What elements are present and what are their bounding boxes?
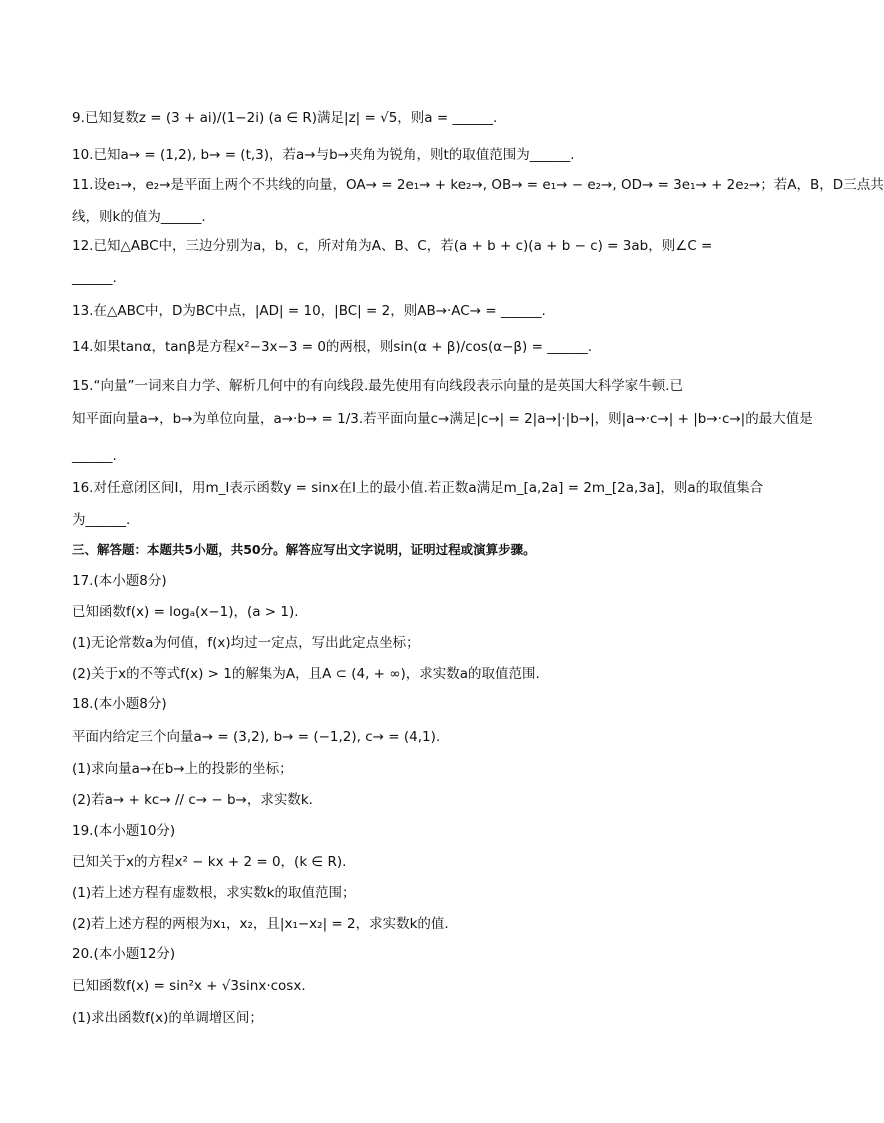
question-10: 10.已知a→ = (1,2), b→ = (t,3)，若a→与b→夹角为锐角，则t的取值范围为______.: [72, 147, 575, 163]
question-15-line-3: ______.: [72, 448, 117, 464]
q18-stem: 平面内给定三个向量a→ = (3,2), b→ = (−1,2), c→ = (4,1).: [72, 729, 441, 745]
q19-part-2: (2)若上述方程的两根为x₁，x₂，且|x₁−x₂| = 2，求实数k的值.: [72, 916, 449, 932]
q20-stem: 已知函数f(x) = sin²x + √3sinx·cosx.: [72, 978, 306, 994]
question-12-line-2: ______.: [72, 270, 117, 286]
question-9: 9.已知复数z = (3 + ai)/(1−2i) (a ∈ R)满足|z| = √5，则a = ______.: [72, 110, 498, 126]
question-13: 13.在△ABC中，D为BC中点，|AD| = 10，|BC| = 2，则AB→·AC→ = ______.: [72, 303, 546, 319]
question-16-line-2: 为______.: [72, 512, 131, 528]
section-3-heading: 三、解答题：本题共5小题，共50分。解答应写出文字说明，证明过程或演算步骤。: [72, 542, 536, 557]
question-12-line-1: 12.已知△ABC中，三边分别为a，b，c，所对角为A、B、C，若(a + b + c)(a + b − c) = 3ab，则∠C =: [72, 238, 713, 254]
question-15-line-1: 15.“向量”一词来自力学、解析几何中的有向线段.最先使用有向线段表示向量的是英国大科学家牛顿.已: [72, 378, 684, 394]
q18-part-2: (2)若a→ + kc→ // c→ − b→，求实数k.: [72, 792, 313, 808]
q18-title: 18.(本小题8分): [72, 696, 167, 712]
question-14: 14.如果tanα，tanβ是方程x²−3x−3 = 0的两根，则sin(α + β)/cos(α−β) = ______.: [72, 339, 592, 355]
q17-part-2: (2)关于x的不等式f(x) > 1的解集为A，且A ⊂ (4, + ∞)，求实数a的取值范围.: [72, 666, 540, 682]
question-15-line-2: 知平面向量a→，b→为单位向量，a→·b→ = 1/3.若平面向量c→满足|c→| = 2|a→|·|b→|，则|a→·c→| + |b→·c→|的最大值是: [72, 411, 813, 427]
q17-part-1: (1)无论常数a为何值，f(x)均过一定点，写出此定点坐标；: [72, 635, 420, 651]
question-11-line-2: 线，则k的值为______.: [72, 209, 206, 225]
q20-title: 20.(本小题12分): [72, 946, 176, 962]
q17-stem: 已知函数f(x) = logₐ(x−1)，(a > 1).: [72, 604, 299, 620]
question-16-line-1: 16.对任意闭区间I，用m_I表示函数y = sinx在I上的最小值.若正数a满足m_[a,2a] = 2m_[2a,3a]，则a的取值集合: [72, 480, 764, 496]
q19-title: 19.(本小题10分): [72, 823, 176, 839]
question-11-line-1: 11.设e₁→，e₂→是平面上两个不共线的向量，OA→ = 2e₁→ + ke₂→, OB→ = e₁→ − e₂→, OD→ = 3e₁→ + 2e₂→；若A，B，D三点共: [72, 177, 884, 193]
q19-part-1: (1)若上述方程有虚数根，求实数k的取值范围；: [72, 885, 356, 901]
q19-stem: 已知关于x的方程x² − kx + 2 = 0，(k ∈ R).: [72, 854, 347, 870]
q20-part-1: (1)求出函数f(x)的单调增区间；: [72, 1010, 263, 1026]
q18-part-1: (1)求向量a→在b→上的投影的坐标；: [72, 761, 293, 777]
q17-title: 17.(本小题8分): [72, 573, 167, 589]
